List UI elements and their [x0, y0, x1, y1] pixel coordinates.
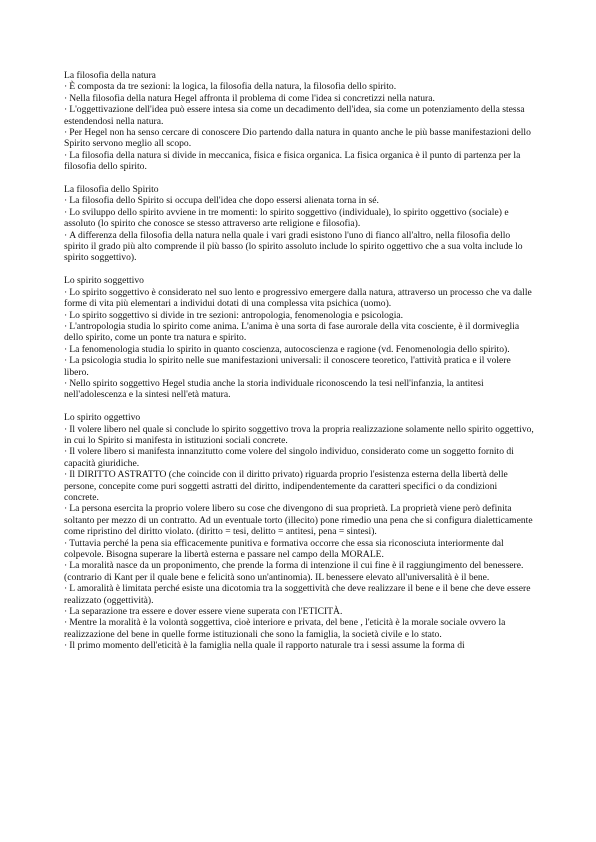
bullet-text: Nello spirito soggettivo Hegel studia anche la storia individuale riconoscendo la tesi nell'infanzia, la antitesi nell'adolescenza e la sintesi nell'età matura.: [64, 377, 484, 401]
bullet-item: [64, 446, 534, 469]
bullet-text: Tuttavia perché la pena sia efficacemente punitiva e formativa occorre che essa sia riconosciuta interiormente dal colpevole. Bisogna superare la libertà esterna e passare nel campo della MORALE.: [64, 537, 504, 561]
bullet-item: [64, 583, 534, 606]
bullet-item: [64, 127, 534, 150]
bullet-marker: ·: [64, 309, 68, 321]
bullet-item: [64, 104, 534, 127]
bullet-text: L'antropologia studia lo spirito come anima. L'anima è una sorta di fase aurorale della vita cosciente, è il dormiveglia dello spirito, come un ponte tra natura e spirito.: [64, 320, 520, 344]
bullet-item: [64, 560, 534, 583]
bullet-item: [64, 310, 534, 321]
bullet-marker: ·: [64, 503, 68, 515]
section: [64, 70, 534, 173]
bullet-marker: ·: [64, 617, 68, 629]
bullet-text: La fenomenologia studia lo spirito in quanto coscienza, autocoscienza e ragione (vd. Fenomenologia dello spirito).: [69, 343, 510, 355]
bullet-text: Per Hegel non ha senso cercare di conoscere Dio partendo dalla natura in quanto anche le più basse manifestazioni dello Spirito servono meglio all scopo.: [64, 127, 531, 150]
bullet-marker: ·: [64, 206, 68, 218]
bullet-item: [64, 344, 534, 355]
bullet-marker: ·: [64, 469, 68, 481]
bullet-marker: ·: [64, 423, 68, 435]
bullet-marker: ·: [64, 537, 68, 549]
bullet-marker: ·: [64, 343, 68, 355]
bullet-item: [64, 150, 534, 173]
bullet-text: La separazione tra essere e dover essere viene superata con l'ETICITÀ.: [69, 606, 343, 618]
bullet-text: Mentre la moralità è la volontà soggettiva, cioè interiore e privata, del bene , l'eticità è la morale sociale ovvero la realizzazione del bene in quelle forme istituzionali che sono la famiglia, la società civile e lo stato.: [64, 617, 506, 640]
section-title: La filosofia della natura: [64, 70, 156, 81]
bullet-text: Il volere libero nel quale si conclude lo spirito soggettivo trova la propria realizzazione solamente nello spirito oggettivo, in cui lo Spirito si manifesta in istituzioni sociali concrete.: [64, 423, 534, 446]
bullet-item: [64, 195, 534, 206]
bullet-item: [64, 606, 534, 617]
bullet-marker: ·: [64, 149, 68, 161]
bullet-item: [64, 93, 534, 104]
bullet-marker: ·: [64, 355, 68, 367]
bullet-marker: ·: [64, 104, 68, 116]
bullet-marker: ·: [64, 92, 68, 104]
bullet-text: L'oggettivazione dell'idea può essere intesa sia come un decadimento dell'idea, sia come un potenziamento della stessa estendendosi nella natura.: [64, 104, 525, 127]
bullet-item: [64, 207, 534, 230]
bullet-marker: ·: [64, 606, 68, 618]
bullet-marker: ·: [64, 446, 68, 458]
section-title: La filosofia dello Spirito: [64, 184, 159, 196]
bullet-text: Il volere libero si manifesta innanzitutto come volere del singolo individuo, considerato come un soggetto fornito di capacità giuridiche.: [64, 446, 514, 469]
section: [64, 412, 534, 652]
bullet-item: [64, 503, 534, 537]
bullet-text: Nella filosofia della natura Hegel affronta il problema di come l'idea si concretizzi nella natura.: [69, 92, 435, 104]
bullet-marker: ·: [64, 195, 68, 207]
bullet-item: [64, 81, 534, 92]
section: [64, 275, 534, 400]
bullet-marker: ·: [64, 229, 68, 241]
bullet-item: [64, 424, 534, 447]
bullet-text: Il DIRITTO ASTRATTO (che coincide con il diritto privato) riguarda proprio l'esistenza esterna della libertà delle persone, concepite come puri soggetti astratti del diritto, indipendentemente da caratteri specifici o da condizioni concrete.: [64, 469, 508, 503]
bullet-item: [64, 640, 534, 651]
bullet-marker: ·: [64, 320, 68, 332]
bullet-text: La persona esercita la proprio volere libero su cose che divengono di sua proprietà. La proprietà viene però definita soltanto per mezzo di un contratto. Ad un eventuale torto (illecito) pone rimedio una pena che si configura dialetticamente come ripristino del diritto violato. (diritto = tesi, delitto = antitesi, pena = sintesi).: [64, 503, 533, 538]
bullet-item: [64, 287, 534, 310]
bullet-marker: ·: [64, 640, 68, 652]
bullet-item: [64, 538, 534, 561]
bullet-marker: ·: [64, 81, 68, 93]
bullet-text: Lo spirito soggettivo si divide in tre sezioni: antropologia, fenomenologia e psicologia.: [69, 309, 404, 321]
bullet-text: Il primo momento dell'eticità è la famiglia nella quale il rapporto naturale tra i sessi assume la forma di: [69, 640, 465, 652]
bullet-item: [64, 355, 534, 378]
bullet-text: La filosofia della natura si divide in meccanica, fisica e fisica organica. La fisica organica è il punto di partenza per la filosofia dello spirito.: [64, 149, 521, 173]
section-title: Lo spirito oggettivo: [64, 412, 141, 424]
bullet-marker: ·: [64, 127, 68, 139]
section: [64, 184, 534, 264]
bullet-item: [64, 230, 534, 264]
bullet-text: La moralità nasce da un proponimento, che prende la forma di intenzione il cui fine è il raggiungimento del benessere. (contrario di Kant per il quale bene e felicità sono un'antinomia). IL benessere elevato all'universalità è il bene.: [64, 560, 524, 583]
bullet-text: La psicologia studia lo spirito nelle sue manifestazioni universali: il conoscere teoretico, l'attività pratica e il volere libero.: [64, 355, 511, 378]
bullet-marker: ·: [64, 583, 68, 595]
bullet-item: [64, 321, 534, 344]
section-title: Lo spirito soggettivo: [64, 275, 144, 287]
bullet-text: A differenza della filosofia della natura nella quale i vari gradi esistono l'uno di fianco all'altro, nella filosofia dello spirito il grado più alto comprende il più basso (lo spirito assoluto include lo spirito oggettivo che a sua volta include lo spirito soggettivo).: [64, 229, 523, 264]
bullet-text: La filosofia dello Spirito si occupa dell'idea che dopo essersi alienata torna in sé.: [69, 195, 379, 207]
bullet-text: Lo sviluppo dello spirito avviene in tre momenti: lo spirito soggettivo (individuale), lo spirito oggettivo (sociale) e assoluto (lo spirito che conosce se stesso attraverso arte religione e filosofia).: [64, 206, 509, 230]
bullet-item: [64, 617, 534, 640]
bullet-text: È composta da tre sezioni: la logica, la filosofia della natura, la filosofia dello spirito.: [69, 81, 397, 93]
bullet-marker: ·: [64, 377, 68, 389]
bullet-item: [64, 378, 534, 401]
bullet-marker: ·: [64, 286, 68, 298]
document-body: [64, 70, 534, 663]
bullet-marker: ·: [64, 560, 68, 572]
bullet-text: Lo spirito soggettivo è considerato nel suo lento e progressivo emergere dalla natura, attraverso un processo che va dalle forme di vita più elementari a individui dotati di una complessa vita psichica (uomo).: [64, 286, 532, 310]
bullet-item: [64, 469, 534, 503]
bullet-text: L amoralità è limitata perché esiste una dicotomia tra la soggettività che deve realizzare il bene e il bene che deve essere realizzato (oggettività).: [64, 583, 531, 606]
